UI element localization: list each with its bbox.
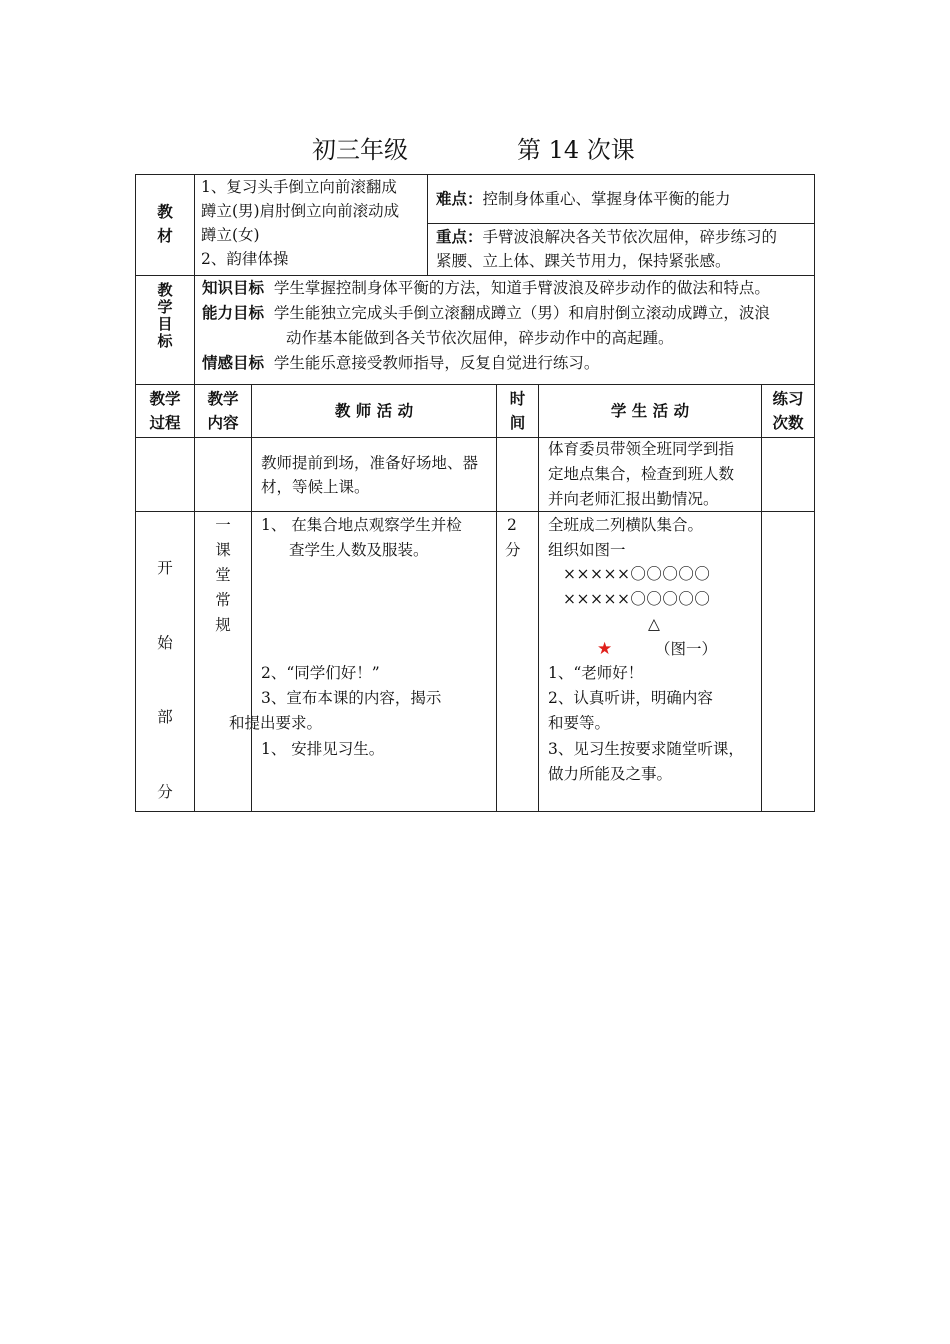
formation-row-1: ×××××〇〇〇〇〇 bbox=[563, 565, 711, 583]
routine-char-5: 规 bbox=[215, 616, 231, 634]
header-student: 学 生 活 动 bbox=[610, 401, 690, 420]
page-title bbox=[0, 133, 950, 167]
prep-student-line-3: 并向老师汇报出勤情况。 bbox=[548, 490, 719, 508]
teacher-item3-a: 3、宣布本课的内容，揭示 bbox=[261, 689, 442, 707]
figure-label: （图一） bbox=[655, 640, 718, 658]
ability-goal bbox=[202, 301, 770, 325]
routine-char-1: 一 bbox=[215, 516, 231, 534]
student-item3-a: 3、见习生按要求随堂听课， bbox=[548, 740, 744, 758]
knowledge-text: 学生掌握控制身体平衡的方法，知道手臂波浪及碎步动作的做法和特点。 bbox=[273, 279, 770, 297]
material-line-3: 蹲立(女) bbox=[201, 226, 260, 244]
key-label: 重点： bbox=[436, 227, 483, 246]
teacher-item3-b: 和提出要求。 bbox=[229, 714, 323, 732]
teacher-triangle-icon: △ bbox=[648, 615, 660, 633]
header-practice: 练习 次数 bbox=[772, 389, 804, 432]
time-value: 2 bbox=[507, 516, 517, 534]
student-item3-b: 做力所能及之事。 bbox=[548, 765, 673, 783]
teacher-item4: 1、 安排见习生。 bbox=[261, 740, 385, 758]
start-char-2: 始 bbox=[157, 634, 173, 652]
routine-char-2: 课 bbox=[215, 541, 231, 559]
star-icon: ★ bbox=[597, 639, 613, 659]
student-line2: 组织如图一 bbox=[548, 541, 626, 559]
student-item2-b: 和要等。 bbox=[548, 714, 611, 732]
routine-char-4: 常 bbox=[215, 591, 231, 609]
student-item1: 1、“老师好！ bbox=[548, 664, 644, 682]
prep-teacher-line-2: 材，等候上课。 bbox=[261, 478, 370, 496]
start-char-4: 分 bbox=[157, 783, 173, 801]
header-time: 时 间 bbox=[509, 389, 526, 432]
difficulty-point bbox=[436, 187, 731, 211]
start-char-3: 部 bbox=[157, 708, 173, 726]
emotion-goal bbox=[202, 351, 599, 375]
grade-title: 初三年级 bbox=[312, 136, 408, 164]
prep-student-line-2: 定地点集合，检查到班人数 bbox=[548, 465, 735, 483]
difficulty-label: 难点： bbox=[436, 189, 483, 208]
prep-student-line-1: 体育委员带领全班同学到指 bbox=[548, 440, 735, 458]
material-line-1: 1、复习头手倒立向前滚翻成 bbox=[201, 178, 397, 196]
teacher-item1-a: 1、 在集合地点观察学生并检 bbox=[261, 516, 462, 534]
time-unit: 分 bbox=[505, 541, 521, 559]
knowledge-goal bbox=[202, 276, 770, 300]
student-item2-a: 2、认真听讲，明确内容 bbox=[548, 689, 713, 707]
header-teacher: 教 师 活 动 bbox=[334, 401, 414, 420]
emotion-text: 学生能乐意接受教师指导，反复自觉进行练习。 bbox=[273, 354, 600, 372]
knowledge-label: 知识目标 bbox=[202, 278, 265, 297]
emotion-label: 情感目标 bbox=[202, 353, 265, 372]
ability-text-1: 学生能独立完成头手倒立滚翻成蹲立（男）和肩肘倒立滚动成蹲立，波浪 bbox=[273, 304, 770, 322]
teacher-item1-b: 查学生人数及服装。 bbox=[289, 541, 429, 559]
ability-label: 能力目标 bbox=[202, 303, 265, 322]
material-label: 教 材 bbox=[157, 202, 173, 245]
teacher-item2: 2、“同学们好！” bbox=[261, 664, 380, 682]
header-content: 教学 内容 bbox=[207, 389, 239, 432]
ability-text-2: 动作基本能做到各关节依次屈伸，碎步动作中的高起踵。 bbox=[286, 329, 674, 347]
routine-char-3: 堂 bbox=[215, 566, 231, 584]
student-line1: 全班成二列横队集合。 bbox=[548, 516, 704, 534]
start-char-1: 开 bbox=[157, 559, 173, 577]
header-process: 教学 过程 bbox=[149, 389, 181, 432]
key-text-2: 紧腰、立上体、踝关节用力，保持紧张感。 bbox=[436, 252, 731, 270]
key-text-1: 手臂波浪解决各关节依次屈伸，碎步练习的 bbox=[482, 228, 778, 246]
prep-teacher-line-1: 教师提前到场，准备好场地、器 bbox=[261, 454, 479, 472]
material-line-2: 蹲立(男)肩肘倒立向前滚动成 bbox=[201, 202, 400, 220]
material-line-4: 2、韵律体操 bbox=[201, 250, 289, 268]
lesson-number-title: 第 14 次课 bbox=[517, 136, 635, 164]
goals-label: 教 学 目 标 bbox=[157, 281, 173, 350]
formation-row-2: ×××××〇〇〇〇〇 bbox=[563, 590, 711, 608]
difficulty-text: 控制身体重心、掌握身体平衡的能力 bbox=[482, 190, 731, 208]
